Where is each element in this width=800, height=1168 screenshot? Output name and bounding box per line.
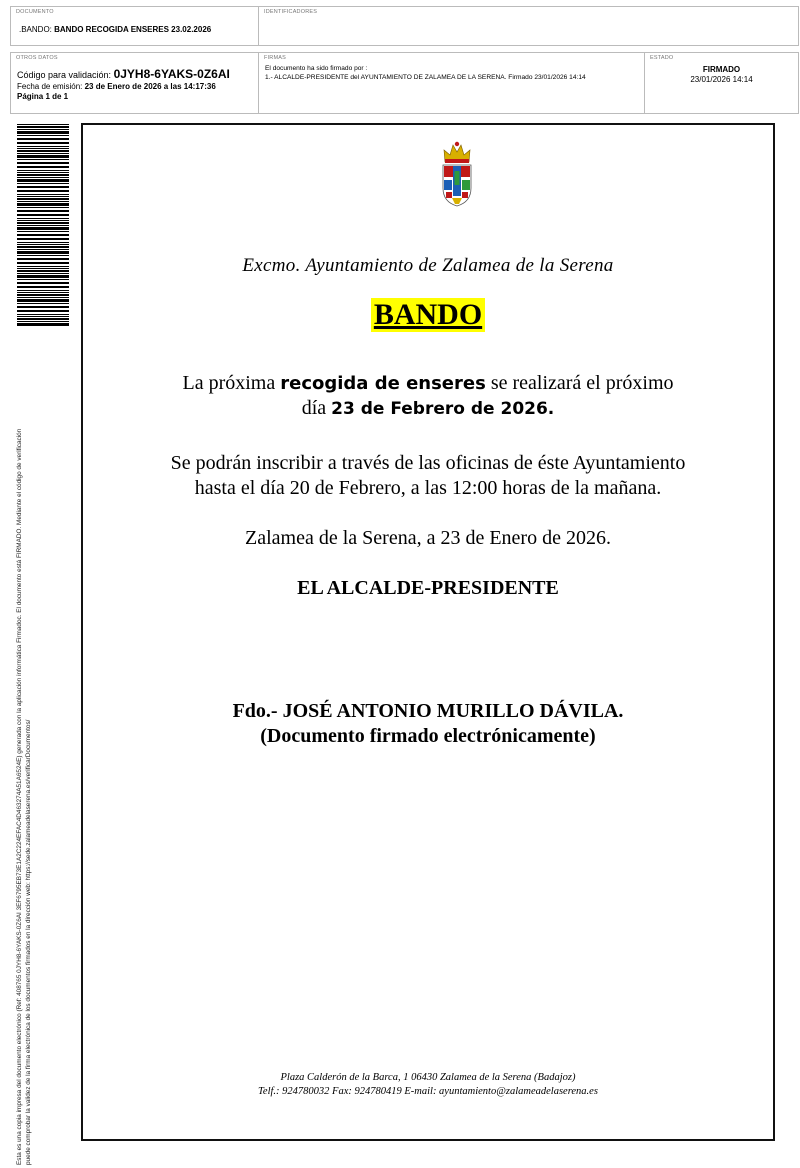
otros-datos-caption: OTROS DATOS	[16, 55, 58, 61]
bando-title-wrap	[83, 298, 773, 332]
signer-block	[83, 699, 773, 749]
page-count: Página 1 de 1	[17, 92, 69, 101]
signed-note: (Documento firmado electrónicamente)	[260, 725, 596, 747]
documento-title: .BANDO: BANDO RECOGIDA ENSERES 23.02.2026	[19, 25, 212, 34]
otros-datos-cell	[10, 52, 259, 114]
documento-cell	[10, 6, 259, 46]
estado-value: FIRMADO 23/01/2026 14:14	[690, 65, 753, 84]
firmas-caption: FIRMAS	[264, 55, 286, 61]
barcode-image	[17, 124, 69, 326]
validation-code: 0JYH8-6YAKS-0Z6AI	[113, 67, 230, 81]
firmas-text: El documento ha sido firmado por : 1.- ALCALDE-PRESIDENTE del AYUNTAMIENTO DE ZALAMEA DE LA SERENA. Firmado 23/01/2026 14:14	[265, 65, 586, 81]
signer-title: EL ALCALDE-PRESIDENTE	[297, 577, 559, 599]
paragraph-registration: Se podrán inscribir a través de las oficinas de éste Ayuntamiento hasta el día 20 de Febrero, a las 12:00 horas de la mañana.	[170, 452, 686, 499]
firmas-cell	[258, 52, 645, 114]
validation-line: Código para validación: 0JYH8-6YAKS-0Z6AI	[17, 67, 230, 81]
emission-line: Fecha de emisión: 23 de Enero de 2026 a las 14:17:36	[17, 82, 216, 91]
bando-title: BANDO	[371, 298, 485, 332]
coat-of-arms-icon	[439, 140, 475, 210]
estado-caption: ESTADO	[650, 55, 674, 61]
verification-vertical-text: Esta es una copia impresa del documento electrónico (Ref: 408765 0JYH8-6YAKS-0Z6AI 3EF6795EB73E1A2C224EFAC4D463274A51A6524E) generada con la aplicación informática Firmadoc. El documento está FIRMADO. Mediante el código de verificación puede comprobar la validez de la firma electrónica de los documentos firmados en la dirección web: https://sede.zalameadelaserena.es/verificarDocumentos/	[16, 428, 32, 1165]
address-footer	[83, 1071, 773, 1099]
estado-cell	[644, 52, 799, 114]
document-frame	[81, 123, 775, 1141]
identificadores-cell	[258, 6, 799, 46]
municipality-heading: Excmo. Ayuntamiento de Zalamea de la Serena	[242, 255, 614, 276]
footer-contact: Telf.: 924780032 Fax: 924780419 E-mail: ayuntamiento@zalameadelaserena.es	[258, 1086, 598, 1097]
documento-caption: DOCUMENTO	[16, 9, 54, 15]
signer-name: Fdo.- JOSÉ ANTONIO MURILLO DÁVILA.	[232, 700, 624, 722]
identificadores-caption: IDENTIFICADORES	[264, 9, 318, 15]
footer-address: Plaza Calderón de la Barca, 1 06430 Zalamea de la Serena (Badajoz)	[280, 1072, 576, 1083]
paragraph-collection: La próxima recogida de enseres se realizará el próximo día 23 de Febrero de 2026.	[182, 372, 674, 419]
place-date: Zalamea de la Serena, a 23 de Enero de 2026.	[245, 527, 611, 549]
